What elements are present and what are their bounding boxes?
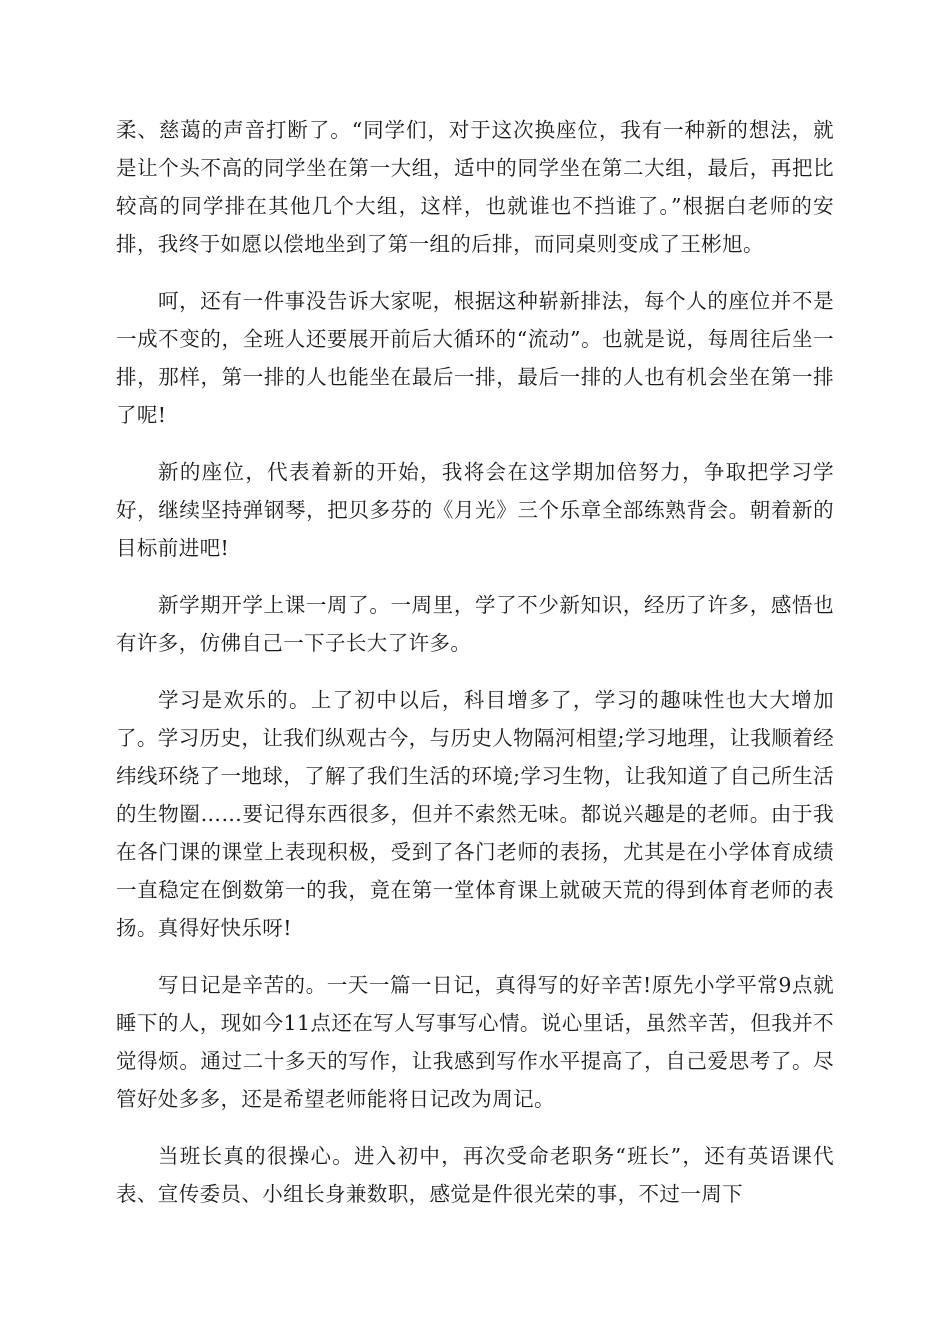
paragraph: 学习是欢乐的。上了初中以后，科目增多了，学习的趣味性也大大增加了。学习历史，让我们纵观古今，与历史人物隔河相望;学习地理，让我顺着经纬线环绕了一地球，了解了我们生活的环境;学习生物，让我知道了自己所生活的生物圈……要记得东西很多，但并不索然无味。都说兴趣是的老师。由于我在各门课的课堂上表现积极，受到了各门老师的表扬，尤其是在小学体育成绩一直稳定在倒数第一的我，竟在第一堂体育课上就破天荒的得到体育老师的表扬。真得好快乐呀! <box>116 688 834 940</box>
paragraph: 呵，还有一件事没告诉大家呢，根据这种崭新排法，每个人的座位并不是一成不变的，全班人还要展开前后大循环的“流动”。也就是说，每周往后坐一排，那样，第一排的人也能坐在最后一排，最后一排的人也有机会坐在第一排了呢! <box>116 289 834 427</box>
paragraph: 当班长真的很操心。进入初中，再次受命老职务“班长”，还有英语课代表、宣传委员、小组长身兼数职，感觉是件很光荣的事，不过一周下 <box>116 1144 834 1206</box>
paragraph: 新的座位，代表着新的开始，我将会在这学期加倍努力，争取把学习学好，继续坚持弹钢琴，把贝多芬的《月光》三个乐章全部练熟背会。朝着新的目标前进吧! <box>116 460 834 560</box>
paragraph: 新学期开学上课一周了。一周里，学了不少新知识，经历了许多，感悟也有许多，仿佛自己一下子长大了许多。 <box>116 593 834 655</box>
paragraph-continued: 柔、慈蔼的声音打断了。“同学们，对于这次换座位，我有一种新的想法，就是让个头不高的同学坐在第一大组，适中的同学坐在第二大组，最后，再把比较高的同学排在其他几个大组，这样，也就谁也不挡谁了。”根据白老师的安排，我终于如愿以偿地坐到了第一组的后排，而同桌则变成了王彬旭。 <box>116 118 834 256</box>
paragraph: 写日记是辛苦的。一天一篇一日记，真得写的好辛苦!原先小学平常9点就睡下的人，现如今11点还在写人写事写心情。说心里话，虽然辛苦，但我并不觉得烦。通过二十多天的写作，让我感到写作水平提高了，自己爱思考了。尽管好处多多，还是希望老师能将日记改为周记。 <box>116 973 834 1111</box>
document-body <box>116 111 834 1232</box>
